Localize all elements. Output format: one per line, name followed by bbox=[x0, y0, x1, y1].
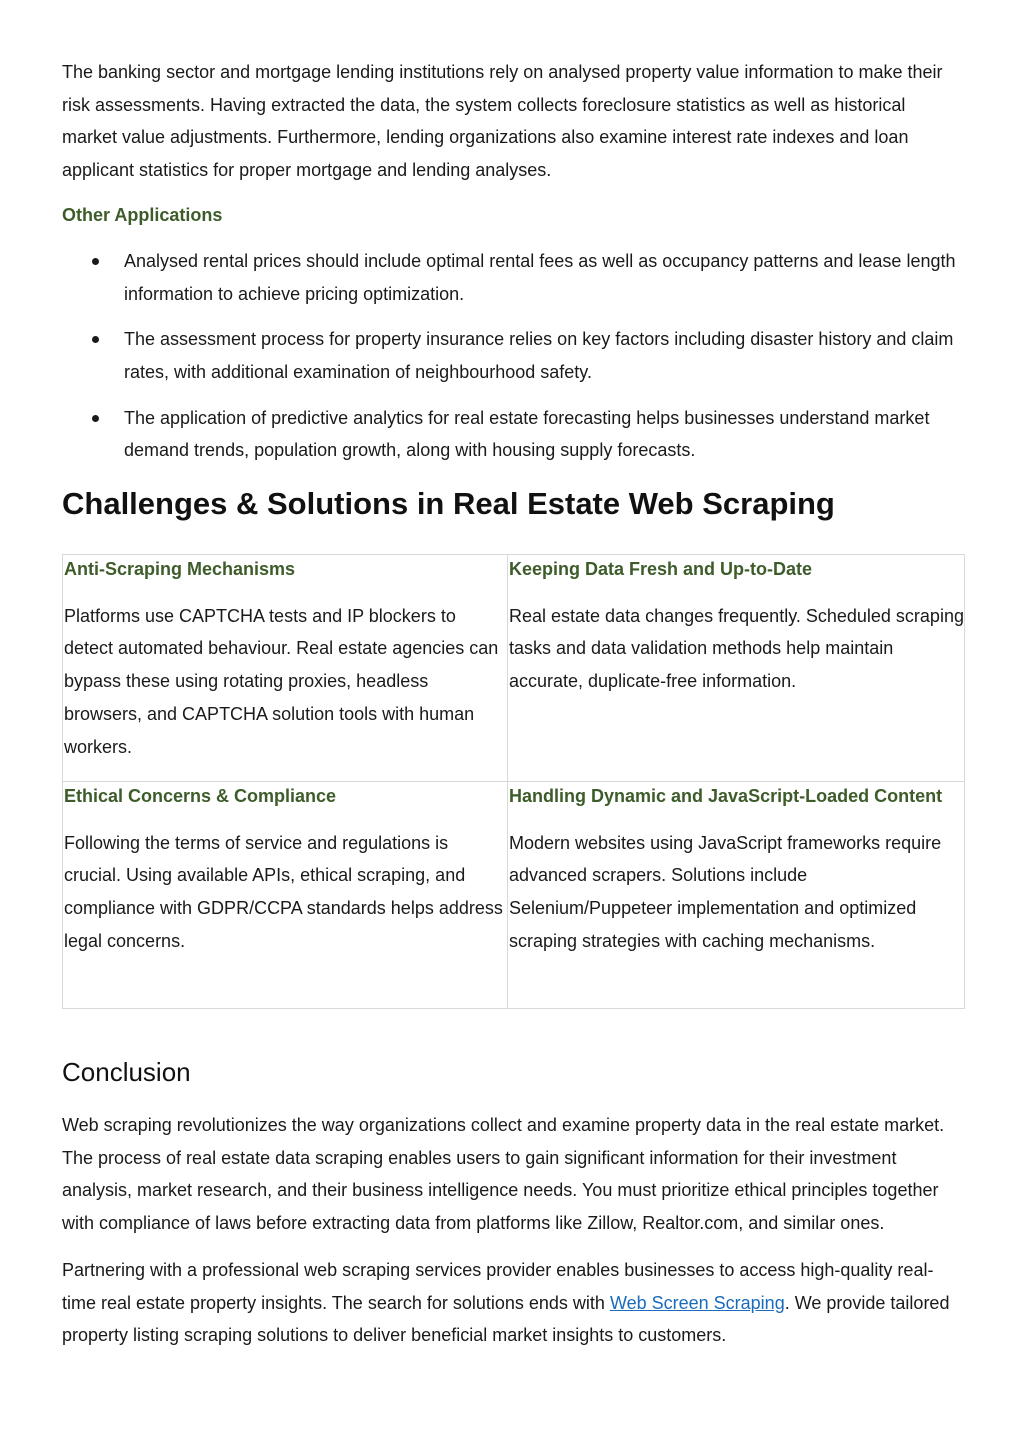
other-applications-list bbox=[62, 245, 962, 467]
table-cell bbox=[508, 555, 965, 782]
paragraph-text: . We provide tailored property listing scraping solutions to deliver beneficial market insights to customers. bbox=[62, 1292, 950, 1346]
table-cell bbox=[508, 782, 965, 1009]
cell-body: Platforms use CAPTCHA tests and IP blockers to detect automated behaviour. Real estate agencies can bypass these using rotating proxies, headless browsers, and CAPTCHA solution tools with human workers. bbox=[64, 605, 499, 757]
conclusion-paragraph-1: Web scraping revolutionizes the way organizations collect and examine property data in the real estate market. The process of real estate data scraping enables users to gain significant information for their investment analysis, market research, and their business intelligence needs. You must prioritize ethical principles together with compliance of laws before extracting data from platforms like Zillow, Realtor.com, and similar ones. bbox=[62, 1115, 945, 1234]
cell-title: Keeping Data Fresh and Up-to-Date bbox=[509, 559, 813, 580]
web-screen-scraping-link[interactable]: Web Screen Scraping bbox=[609, 1292, 785, 1313]
document-page bbox=[62, 56, 962, 1352]
table-cell bbox=[63, 555, 508, 782]
other-applications-heading: Other Applications bbox=[62, 204, 223, 225]
challenges-table bbox=[62, 554, 965, 1009]
conclusion-paragraph-2 bbox=[62, 1254, 962, 1352]
paragraph-text: Partnering with a professional web scraping services provider enables businesses to access high-quality real-time real estate property insights. The search for solutions ends with bbox=[62, 1259, 934, 1313]
cell-body: Following the terms of service and regulations is crucial. Using available APIs, ethical scraping, and compliance with GDPR/CCPA standards helps address legal concerns. bbox=[64, 832, 503, 951]
intro-paragraph: The banking sector and mortgage lending institutions rely on analysed property value information to make their risk assessments. Having extracted the data, the system collects foreclosure statistics as well as historical market value adjustments. Furthermore, lending organizations also examine interest rate indexes and loan applicant statistics for proper mortgage and lending analyses. bbox=[62, 62, 943, 181]
list-item bbox=[62, 245, 962, 310]
table-cell bbox=[63, 782, 508, 1009]
table-row bbox=[63, 782, 965, 1009]
conclusion-heading: Conclusion bbox=[62, 1057, 191, 1088]
bullet-icon bbox=[92, 258, 99, 265]
cell-body: Modern websites using JavaScript frameworks require advanced scrapers. Solutions include Selenium/Puppeteer implementation and optimized scraping strategies with caching mechanisms. bbox=[509, 832, 942, 951]
list-item-text: Analysed rental prices should include optimal rental fees as well as occupancy patterns and lease length information to achieve pricing optimization. bbox=[124, 250, 956, 304]
list-item-text: The application of predictive analytics for real estate forecasting helps businesses understand market demand trends, population growth, along with housing supply forecasts. bbox=[124, 407, 930, 461]
cell-title: Anti-Scraping Mechanisms bbox=[64, 559, 296, 580]
list-item bbox=[62, 323, 962, 388]
cell-title: Handling Dynamic and JavaScript-Loaded Content bbox=[509, 786, 943, 807]
challenges-heading: Challenges & Solutions in Real Estate Web Scraping bbox=[62, 486, 835, 522]
list-item-text: The assessment process for property insurance relies on key factors including disaster history and claim rates, with additional examination of neighbourhood safety. bbox=[124, 329, 954, 382]
bullet-icon bbox=[92, 336, 99, 343]
cell-body: Real estate data changes frequently. Scheduled scraping tasks and data validation methods help maintain accurate, duplicate-free information. bbox=[509, 605, 964, 692]
cell-title: Ethical Concerns & Compliance bbox=[64, 786, 337, 807]
bullet-icon bbox=[92, 415, 99, 422]
list-item bbox=[62, 402, 962, 467]
table-row bbox=[63, 555, 965, 782]
